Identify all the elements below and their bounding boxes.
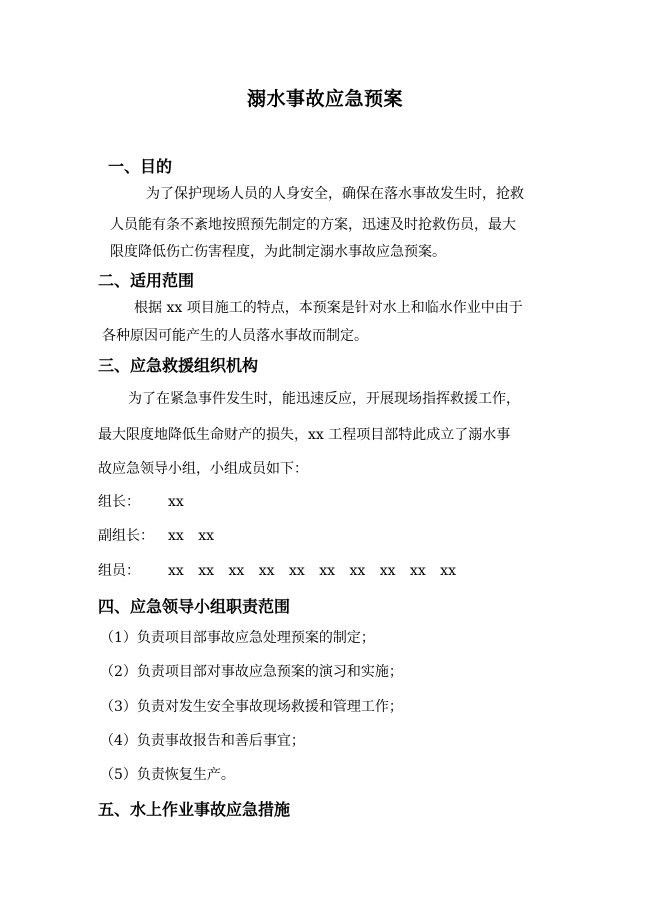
duty-item-1: （1）负责项目部事故应急处理预案的制定； xyxy=(100,630,375,646)
section-2-line-1: 根据 xx 项目施工的特点，本预案是针对水上和临水作业中由于 xyxy=(134,300,523,316)
member-leader xyxy=(98,491,184,511)
section-1-line-3: 限度降低伤亡伤害程度，为此制定溺水事故应急预案。 xyxy=(110,244,446,260)
duty-item-4: （4）负责事故报告和善后事宜； xyxy=(100,733,305,749)
document-title: 溺水事故应急预案 xyxy=(246,88,403,110)
section-1-line-1: 为了保护现场人员的人身安全，确保在落水事故发生时，抢救 xyxy=(146,186,524,202)
member-staff-label: 组员： xyxy=(98,563,140,579)
member-staff-names: xx xx xx xx xx xx xx xx xx xx xyxy=(168,563,456,579)
section-4-heading: 四、应急领导小组职责范围 xyxy=(98,597,291,616)
section-2-heading: 二、适用范围 xyxy=(98,271,195,290)
duty-item-5: （5）负责恢复生产。 xyxy=(100,767,235,783)
section-1-line-2: 人员能有条不紊地按照预先制定的方案，迅速及时抢救伤员，最大 xyxy=(110,217,516,233)
member-deputy-label: 副组长： xyxy=(98,528,154,544)
duty-item-2: （2）负责项目部对事故应急预案的演习和实施； xyxy=(100,664,403,680)
section-3-line-3: 故应急领导小组，小组成员如下： xyxy=(98,461,308,477)
member-leader-names: xx xyxy=(168,494,184,510)
section-3-line-2: 最大限度地降低生命财产的损失，xx 工程项目部特此成立了溺水事 xyxy=(98,427,511,443)
section-1-heading: 一、目的 xyxy=(108,157,173,176)
member-deputy xyxy=(98,525,214,545)
section-5-heading: 五、水上作业事故应急措施 xyxy=(98,800,291,819)
section-3-line-1: 为了在紧急事件发生时，能迅速反应，开展现场指挥救援工作， xyxy=(128,391,520,407)
member-deputy-names: xx xx xyxy=(168,528,215,544)
member-staff xyxy=(98,560,456,580)
section-3-heading: 三、应急救援组织机构 xyxy=(98,356,259,375)
member-leader-label: 组长： xyxy=(98,494,140,510)
section-2-line-2: 各种原因可能产生的人员落水事故而制定。 xyxy=(102,328,368,344)
duty-item-3: （3）负责对发生安全事故现场救援和管理工作； xyxy=(100,699,403,715)
